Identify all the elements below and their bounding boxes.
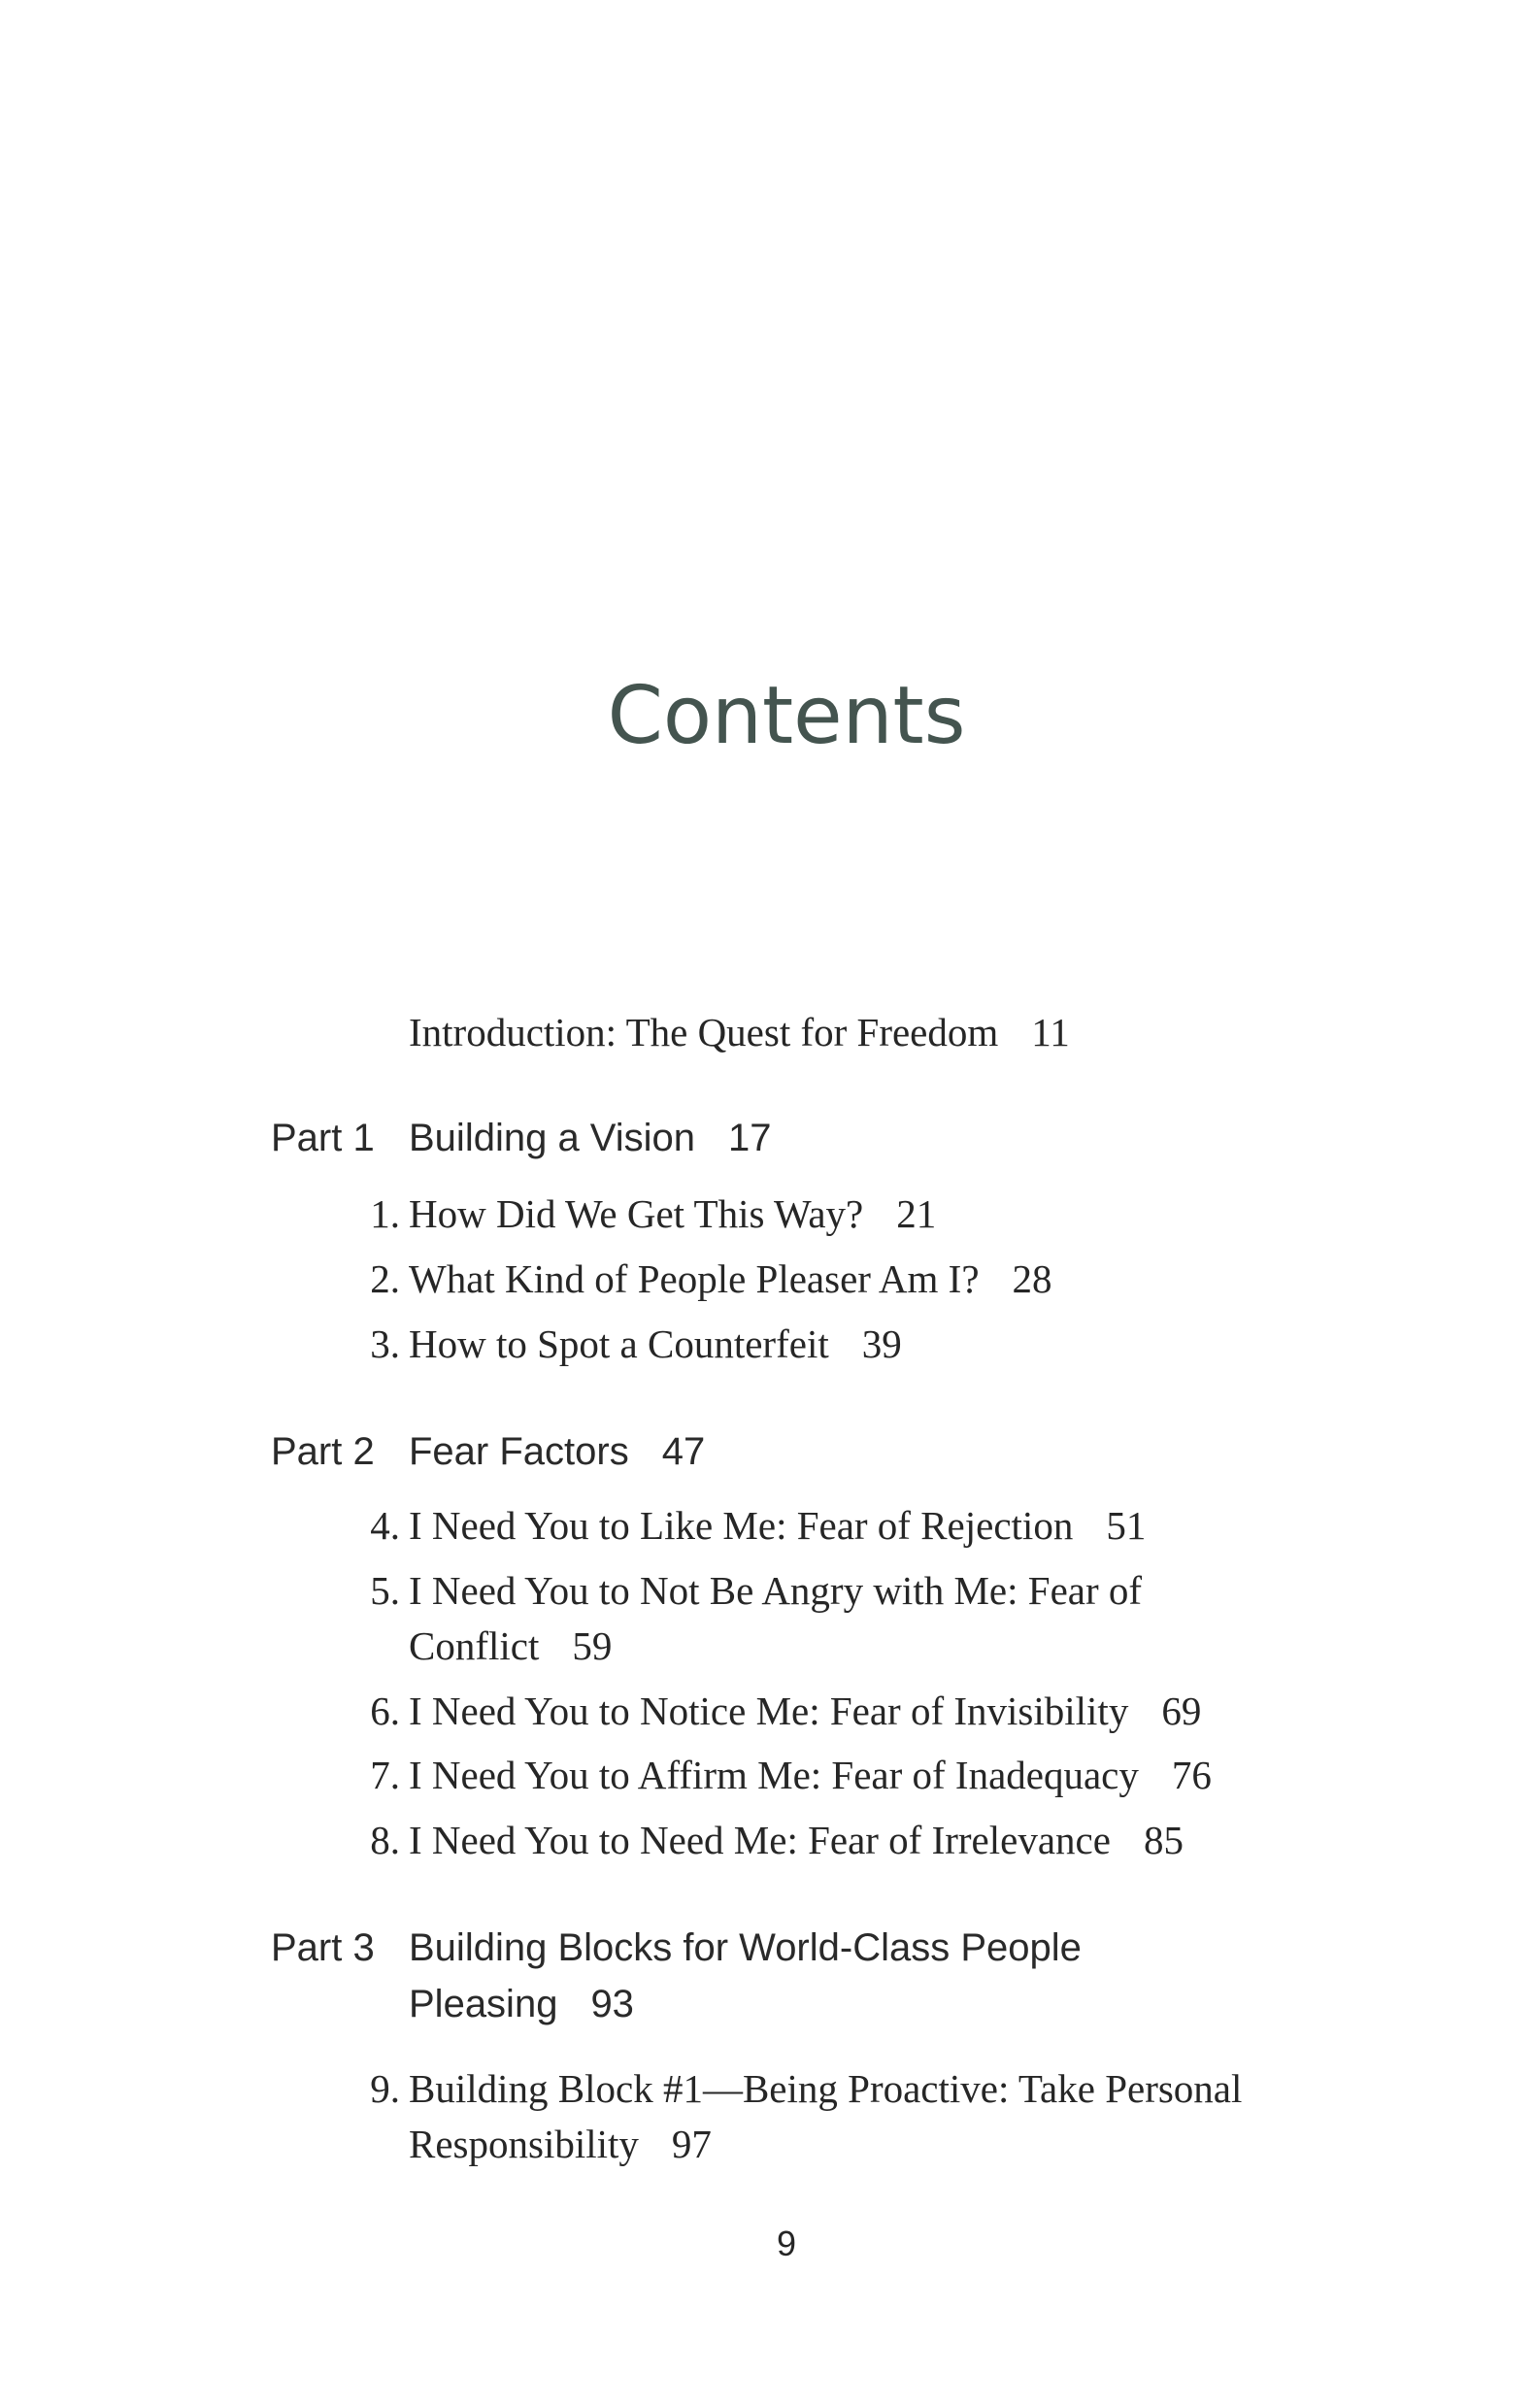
part-title: Fear Factors <box>409 1430 629 1473</box>
chapter-title: Building Block #1—Being Proactive: Take Personal Responsibility <box>409 2066 1243 2166</box>
chapter-number: 3. <box>370 1321 400 1366</box>
chapter-title-line <box>409 1252 1321 1307</box>
chapter-title-line <box>409 1684 1321 1739</box>
part-title: Building Blocks for World-Class People Pleasing <box>409 1926 1082 2025</box>
chapter-title: I Need You to Affirm Me: Fear of Inadequacy <box>409 1753 1139 1797</box>
chapter-page-number: 39 <box>861 1321 902 1366</box>
part-page-number: 93 <box>590 1983 634 2025</box>
page-number: 9 <box>776 2224 797 2263</box>
entry-title: Introduction: The Quest for Freedom <box>409 1010 999 1054</box>
chapter-page-number: 69 <box>1161 1689 1202 1733</box>
chapter-title-line <box>409 1813 1321 1868</box>
chapter-page-number: 59 <box>572 1623 613 1668</box>
chapter-number: 4. <box>370 1503 400 1548</box>
entry-page-number: 11 <box>1031 1010 1070 1054</box>
chapter-title-line <box>409 2061 1312 2172</box>
chapter-number: 6. <box>370 1689 400 1733</box>
chapter-number: 2. <box>370 1256 400 1301</box>
part-label: Part 1 <box>271 1117 375 1159</box>
chapter-title: I Need You to Like Me: Fear of Rejection <box>409 1503 1074 1548</box>
part-title: Building a Vision <box>409 1117 696 1159</box>
part-label: Part 3 <box>271 1926 375 1969</box>
chapter-number: 7. <box>370 1753 400 1797</box>
chapter-title: I Need You to Notice Me: Fear of Invisibility <box>409 1689 1129 1733</box>
chapter-title-line <box>409 1748 1321 1803</box>
chapter-page-number: 76 <box>1171 1753 1212 1797</box>
chapter-number: 8. <box>370 1818 400 1862</box>
chapter-page-number: 85 <box>1143 1818 1184 1862</box>
chapter-page-number: 28 <box>1012 1256 1052 1301</box>
part-title-line <box>409 1110 1205 1166</box>
chapter-number: 5. <box>370 1568 400 1613</box>
chapter-page-number: 97 <box>671 2122 712 2166</box>
chapter-title: I Need You to Not Be Angry with Me: Fear of Conflict <box>409 1568 1143 1668</box>
toc-entry-introduction[interactable] <box>409 1005 1070 1060</box>
chapter-page-number: 51 <box>1106 1503 1147 1548</box>
chapter-title-line <box>409 1563 1215 1674</box>
page-title: Contents <box>607 670 966 762</box>
chapter-page-number: 21 <box>896 1191 937 1236</box>
chapter-title: How to Spot a Counterfeit <box>409 1321 829 1366</box>
chapter-title-line <box>409 1498 1321 1554</box>
part-label: Part 2 <box>271 1430 375 1473</box>
part-title-line <box>409 1920 1215 2032</box>
chapter-title: I Need You to Need Me: Fear of Irrelevance <box>409 1818 1111 1862</box>
part-page-number: 47 <box>661 1430 706 1473</box>
part-title-line <box>409 1423 1205 1480</box>
part-page-number: 17 <box>728 1117 772 1159</box>
chapter-title-line <box>409 1187 1321 1242</box>
chapter-title: How Did We Get This Way? <box>409 1191 864 1236</box>
chapter-title-line <box>409 1317 1321 1372</box>
chapter-title: What Kind of People Pleaser Am I? <box>409 1256 980 1301</box>
chapter-number: 1. <box>370 1191 400 1236</box>
chapter-number: 9. <box>370 2066 400 2111</box>
